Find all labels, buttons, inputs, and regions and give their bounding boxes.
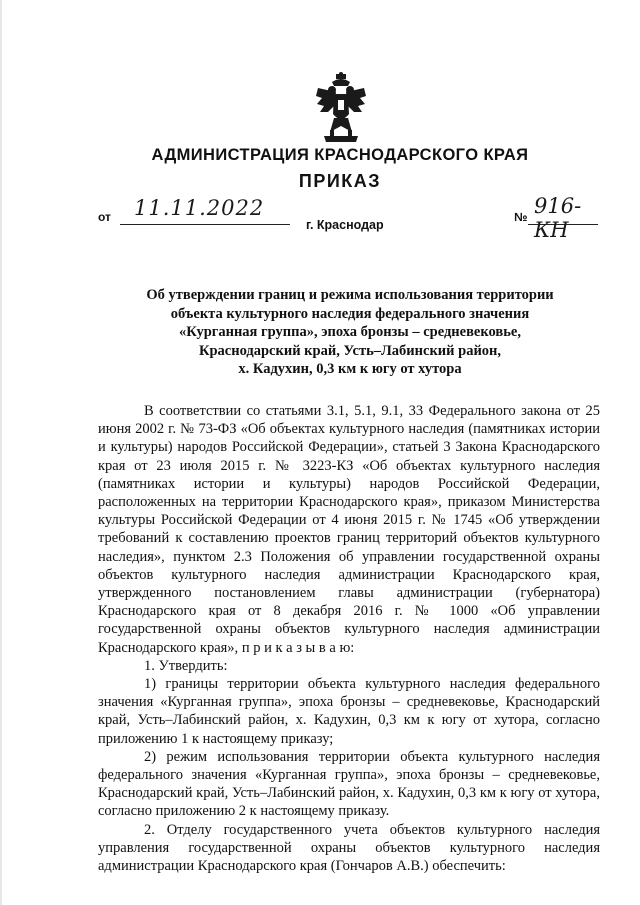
document-subject bbox=[100, 286, 600, 379]
item-1: 1. Утвердить: bbox=[144, 657, 228, 674]
city-label: г. Краснодар bbox=[306, 218, 384, 232]
order-word: п р и к а з ы в а ю: bbox=[241, 639, 355, 656]
date-number-row bbox=[98, 194, 598, 242]
coat-of-arms-icon bbox=[314, 72, 368, 144]
date-handwritten: 11.11.2022 bbox=[134, 196, 265, 220]
scan-edge bbox=[0, 0, 2, 905]
number-handwritten: 916-КН bbox=[534, 194, 582, 242]
preamble-paragraph bbox=[98, 402, 600, 657]
subject-line: Об утверждении границ и режима использования территории bbox=[146, 287, 554, 303]
subject-line: объекта культурного наследия федерального значения bbox=[170, 305, 530, 322]
date-prefix: от bbox=[98, 210, 111, 224]
organization-title: АДМИНИСТРАЦИЯ КРАСНОДАРСКОГО КРАЯ bbox=[151, 146, 529, 164]
preamble-text: В соответствии со статьями 3.1, 5.1, 9.1, 33 Федерального закона от 25 июня 2002 г. № 73-ФЗ «Об объектах культурного наследия (памятниках истории и культуры) народов Российской Федерации», статьей 3 Закона Краснодарского края от 23 июля 2015 г. № 3223-КЗ «Об объектах культурного наследия (памятниках истории и культуры) народов Российской Федерации, расположенных на территории Краснодарского края», приказом Министерства культуры Российской Федерации от 4 июня 2015 г. № 1745 «Об утверждении требований к составлению проектов границ территорий объектов культурного наследия», пунктом 2.3 Положения об управлении государственной охраны объектов культурного наследия администрации Краснодарского края, утвержденного постановлением главы администрации (губернатора) Краснодарского края от 8 декабря 2016 г. № 1000 «Об управлении государственной охраны объектов культурного наследия администрации Краснодарского края», bbox=[98, 403, 600, 656]
subject-line: х. Кадухин, 0,3 км к югу от хутора bbox=[238, 361, 462, 377]
number-prefix: № bbox=[514, 210, 528, 224]
item-2: 2. Отделу государственного учета объектов культурного наследия управления государственной охраны объектов культурного наследия администрации Краснодарского края (Гончаров А.В.) обеспечить: bbox=[98, 821, 600, 875]
document-type: ПРИКАЗ bbox=[298, 171, 382, 191]
subject-line: «Курганная группа», эпоха бронзы – средневековье, bbox=[179, 324, 521, 340]
document-body bbox=[98, 402, 600, 875]
date-underline bbox=[120, 224, 290, 225]
subject-line: Краснодарский край, Усть–Лабинский район, bbox=[198, 342, 502, 359]
item-1-1: 1) границы территории объекта культурного наследия федерального значения «Курганная группа», эпоха бронзы – средневековье, Краснодарский край, Усть–Лабинский район, х. Кадухин, 0,3 км к югу от хутора, согласно приложению 1 к настоящему приказу; bbox=[98, 676, 600, 747]
item-1-2: 2) режим использования территории объекта культурного наследия федерального значения «Курганная группа», эпоха бронзы – средневековье, Краснодарский край, Усть–Лабинский район, х. Кадухин, 0,3 км к югу от хутора, согласно приложению 2 к настоящему приказу. bbox=[98, 748, 600, 820]
